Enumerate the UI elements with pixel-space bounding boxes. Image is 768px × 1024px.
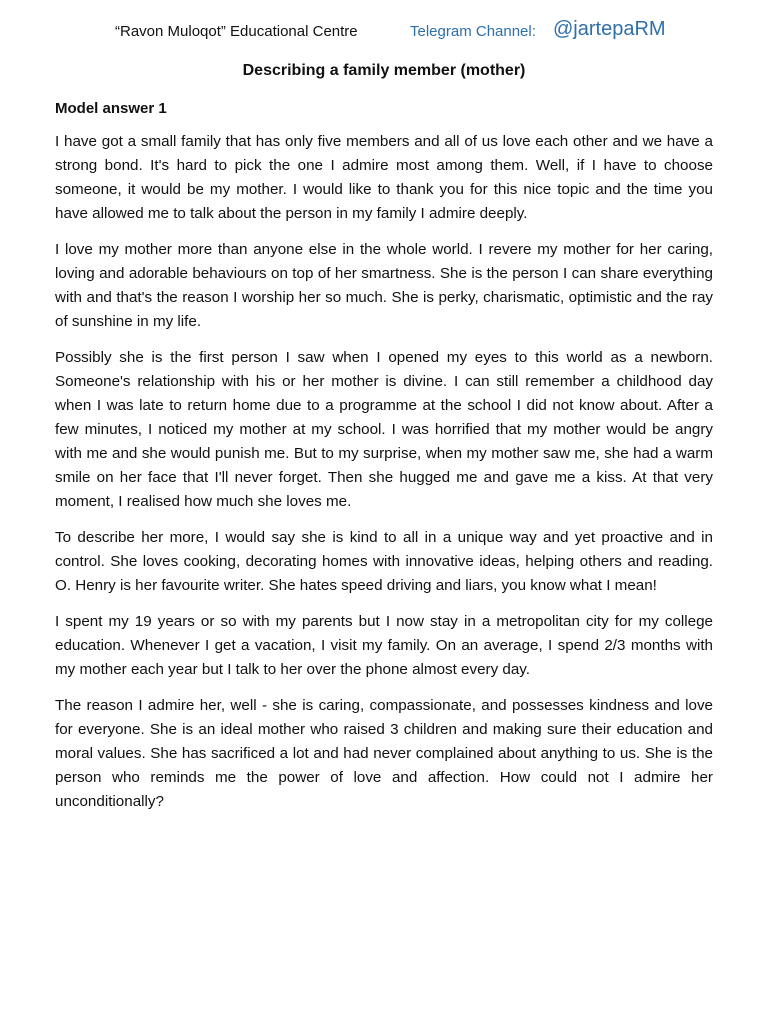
telegram-label: Telegram Channel:	[410, 23, 536, 40]
document-title: Describing a family member (mother)	[242, 62, 526, 79]
paragraph: To describe her more, I would say she is kind to all in a unique way and yet proactive and in control. She loves cooking, decorating homes with innovative ideas, helping others and reading. O. Henry is her favourite writer. She hates speed driving and liars, you know what I mean!	[55, 529, 713, 594]
centre-name: “Ravon Muloqot” Educational Centre	[115, 23, 358, 40]
model-answer-heading: Model answer 1	[55, 100, 167, 117]
paragraph: I spent my 19 years or so with my parents but I now stay in a metropolitan city for my college education. Whenever I get a vacation, I visit my family. On an average, I spend 2/3 months with my mother each year but I talk to her over the phone almost every day.	[55, 613, 713, 678]
page-header	[0, 18, 768, 46]
telegram-handle-link[interactable]: @jartepaRM	[553, 18, 666, 40]
essay-body	[55, 130, 713, 826]
paragraph: I love my mother more than anyone else in the whole world. I revere my mother for her caring, loving and adorable behaviours on top of her smartness. She is the person I can share everything with and that's the reason I worship her so much. She is perky, charismatic, optimistic and the ray of sunshine in my life.	[55, 241, 713, 330]
paragraph: I have got a small family that has only five members and all of us love each other and we have a strong bond. It's hard to pick the one I admire most among them. Well, if I have to choose someone, it would be my mother. I would like to thank you for this nice topic and the time you have allowed me to talk about the person in my family I admire deeply.	[55, 133, 713, 222]
paragraph: Possibly she is the first person I saw when I opened my eyes to this world as a newborn. Someone's relationship with his or her mother is divine. I can still remember a childhood day when I was late to return home due to a programme at the school I did not know about. After a few minutes, I noticed my mother at my school. I was horrified that my mother would be angry with me and she would punish me. But to my surprise, when my mother saw me, she had a warm smile on her face that I'll never forget. Then she hugged me and gave me a kiss. At that very moment, I realised how much she loves me.	[55, 349, 713, 510]
paragraph: The reason I admire her, well - she is caring, compassionate, and possesses kindness and love for everyone. She is an ideal mother who raised 3 children and making sure their education and moral values. She has sacrificed a lot and had never complained about anything to us. She is the person who reminds me the power of love and affection. How could not I admire her unconditionally?	[55, 697, 713, 810]
